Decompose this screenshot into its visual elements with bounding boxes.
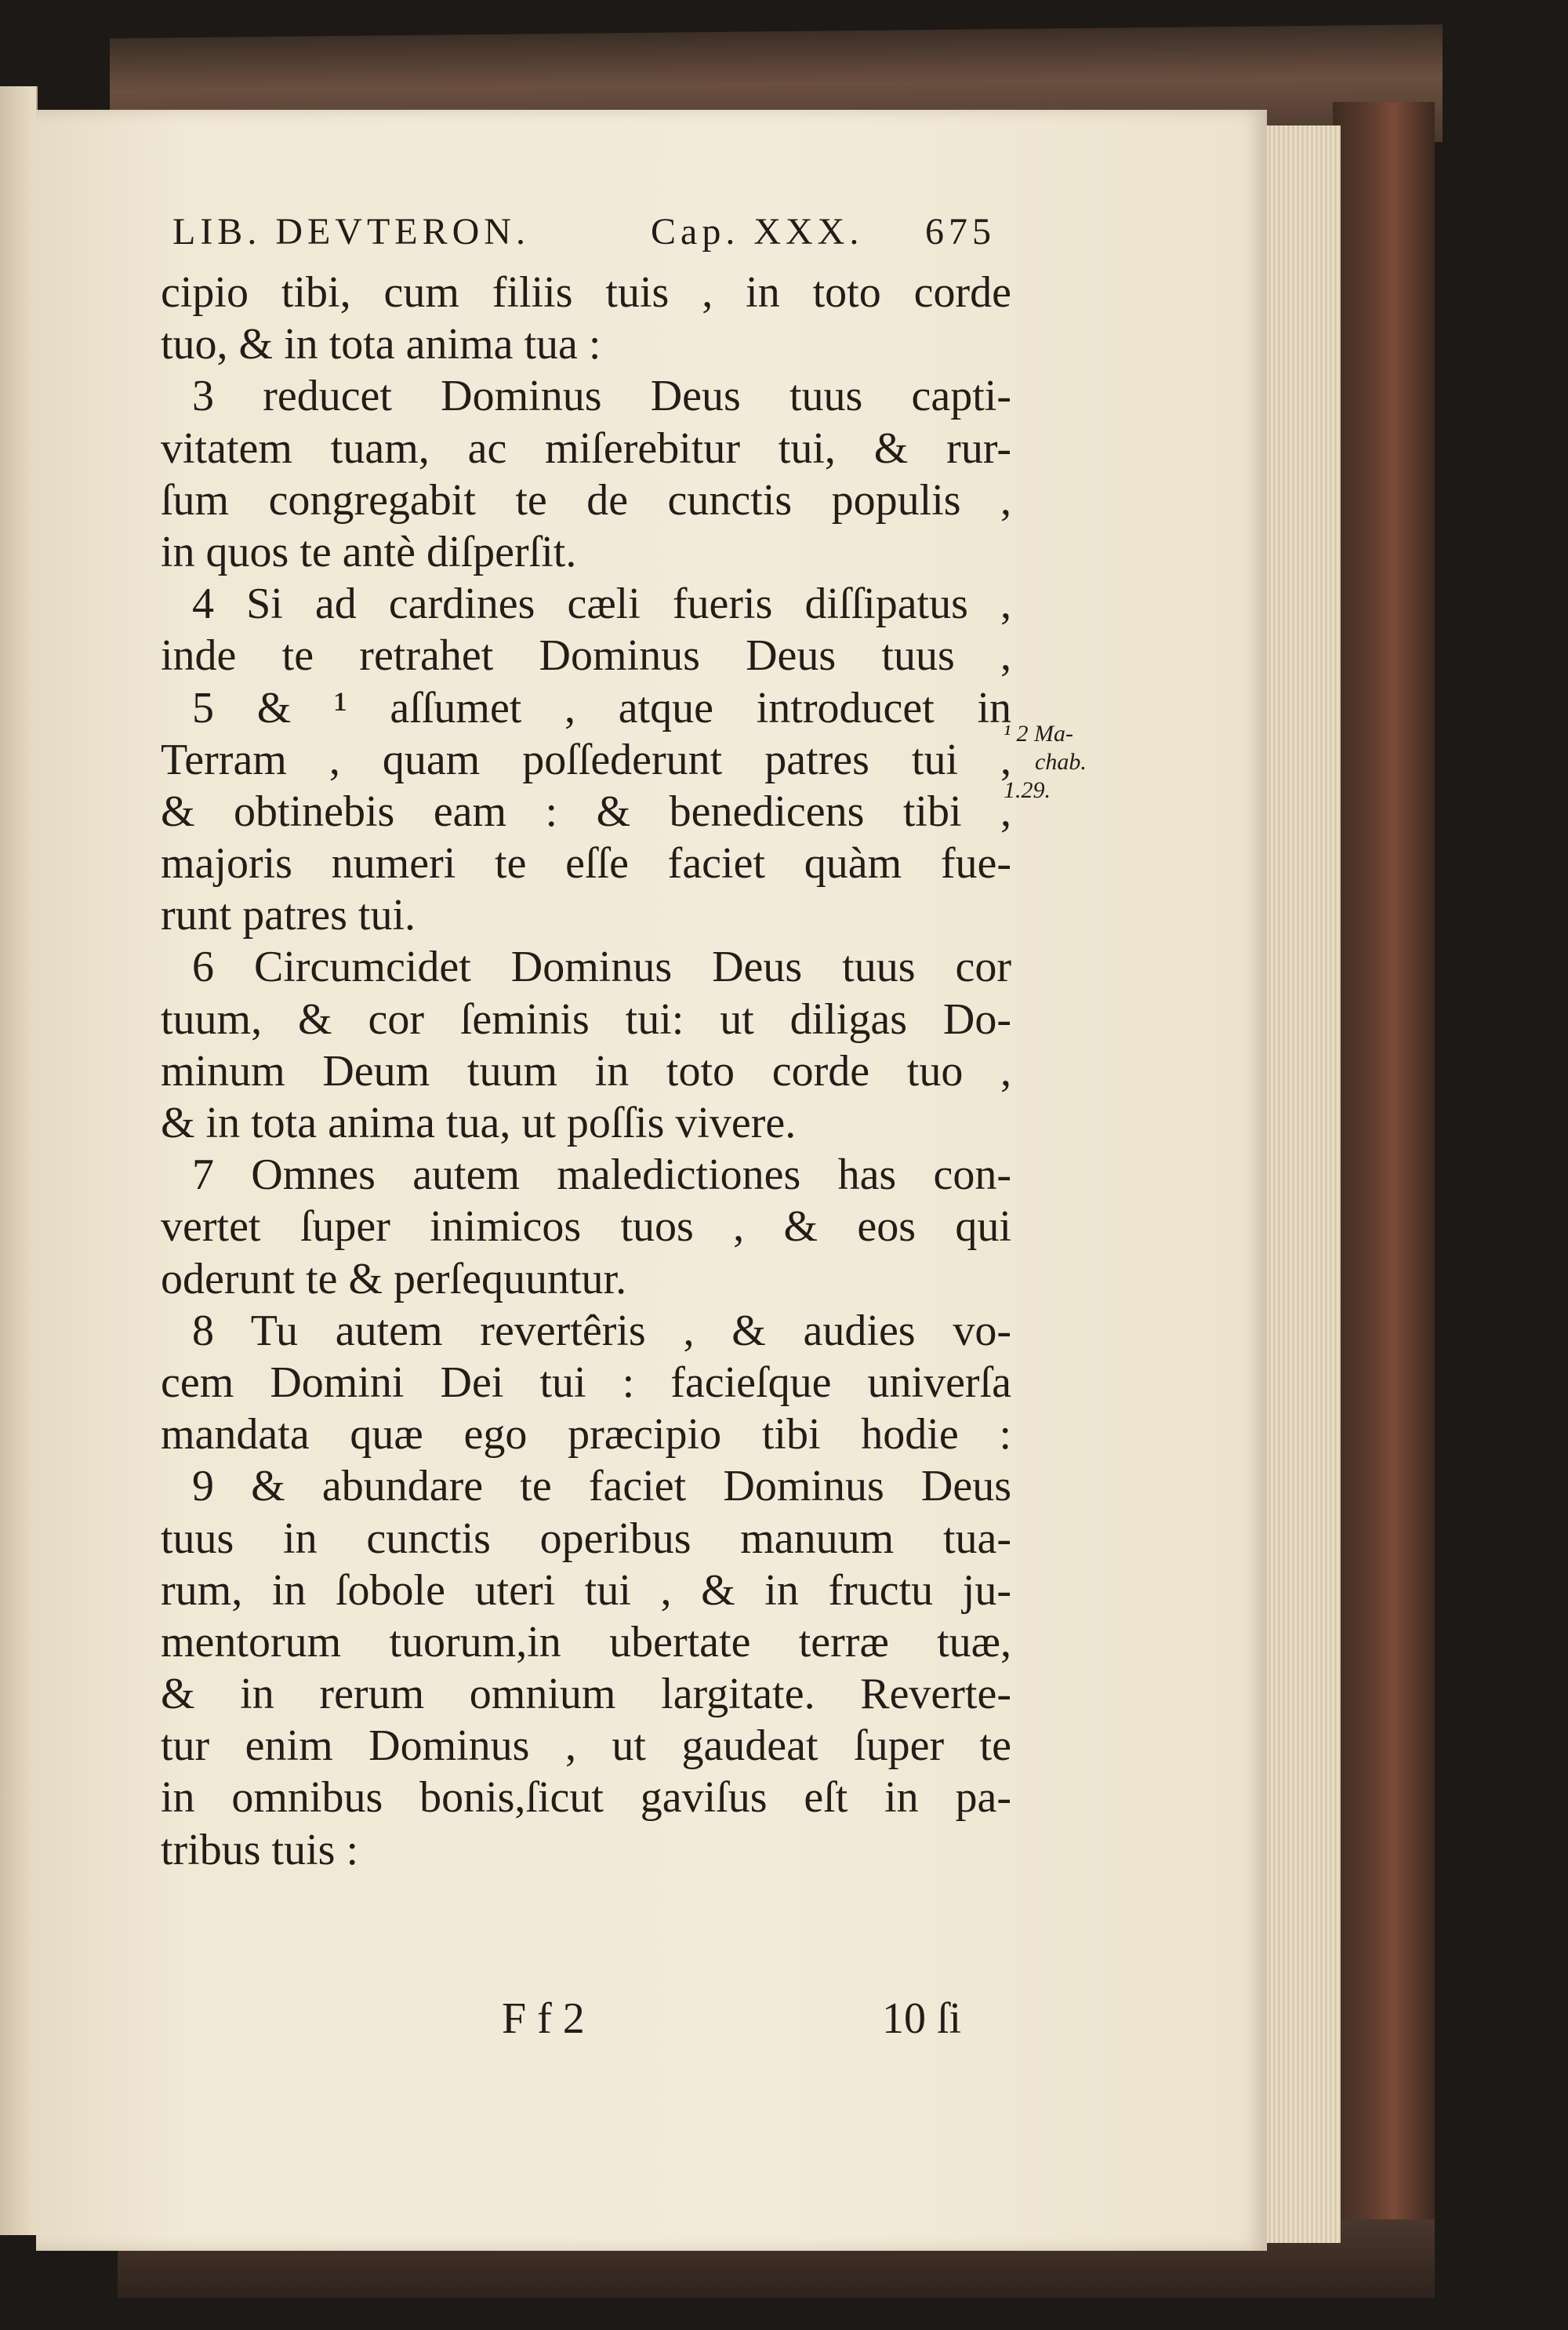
verse-line: 7 Omnes autem maledictiones has con- (192, 1150, 1011, 1200)
text-line: tur enim Dominus , ut gaudeat ſuper te (161, 1721, 1011, 1771)
header-chapter: Cap. XXX. (651, 211, 864, 253)
verse-line: 4 Si ad cardines cæli fueris diſſipatus , (192, 580, 1011, 629)
left-page-edge (0, 86, 38, 2235)
text-line: ſum congregabit te de cunctis populis , (161, 475, 1011, 525)
text-line: runt patres tui. (161, 891, 416, 940)
margin-note-line: chab. (1035, 749, 1087, 775)
text-line: Terram , quam poſſederunt patres tui , (161, 735, 1011, 784)
text-line: in quos te antè diſperſit. (161, 527, 577, 576)
header-book-title: LIB. DEVTERON. (172, 211, 530, 253)
text-line: vertet ſuper inimicos tuos , & eos qui (161, 1202, 1011, 1252)
catchword: 10 ſi (882, 1994, 962, 2043)
book-cover-right (1333, 102, 1435, 2219)
header-page-number: 675 (925, 211, 996, 253)
text-line: & in tota anima tua, ut poſſis vivere. (161, 1099, 797, 1147)
margin-reference-note (1004, 720, 1105, 805)
page-edges (1266, 125, 1341, 2243)
text-line: tribus tuis : (161, 1825, 359, 1874)
verse-line: 8 Tu autem revertêris , & audies vo- (192, 1306, 1011, 1355)
text-line: inde te retrahet Dominus Deus tuus , (161, 631, 1011, 681)
text-line: mandata quæ ego præcipio tibi hodie : (161, 1410, 1011, 1459)
text-line: cipio tibi, cum filiis tuis , in toto corde (161, 268, 1011, 317)
text-line: tuus in cunctis operibus manuum tua- (161, 1514, 1011, 1563)
text-line: in omnibus bonis,ſicut gaviſus eſt in pa- (161, 1773, 1011, 1823)
text-line: mentorum tuorum,in ubertate terræ tuæ, (161, 1617, 1011, 1667)
running-header (172, 210, 996, 265)
text-line: rum, in ſobole uteri tui , & in fructu ju- (161, 1565, 1011, 1615)
signature-mark: F f 2 (502, 1994, 585, 2043)
text-line: majoris numeri te eſſe faciet quàm fue- (161, 839, 1011, 889)
verse-line: 9 & abundare te faciet Dominus Deus (192, 1462, 1011, 1511)
verse-line: 6 Circumcidet Dominus Deus tuus cor (192, 943, 1011, 992)
margin-note-line: ¹ 2 Ma- (1004, 721, 1073, 747)
text-line: tuo, & in tota anima tua : (161, 320, 601, 369)
text-line: minum Deum tuum in toto corde tuo , (161, 1046, 1011, 1096)
text-line: & in rerum omnium largitate. Reverte- (161, 1670, 1011, 1719)
page-body (161, 267, 1011, 1876)
text-line: & obtinebis eam : & benedicens tibi , (161, 787, 1011, 836)
verse-line: 5 & ¹ aſſumet , atque introducet in (192, 683, 1011, 732)
verse-line: 3 reducet Dominus Deus tuus capti- (192, 372, 1011, 421)
text-line: cem Domini Dei tui : facieſque univerſa (161, 1358, 1011, 1407)
text-line: tuum, & cor ſeminis tui: ut diligas Do- (161, 994, 1011, 1044)
text-line: vitatem tuam, ac miſerebitur tui, & rur- (161, 423, 1011, 473)
margin-note-line: 1.29. (1004, 777, 1051, 803)
text-line: oderunt te & perſequuntur. (161, 1254, 627, 1303)
